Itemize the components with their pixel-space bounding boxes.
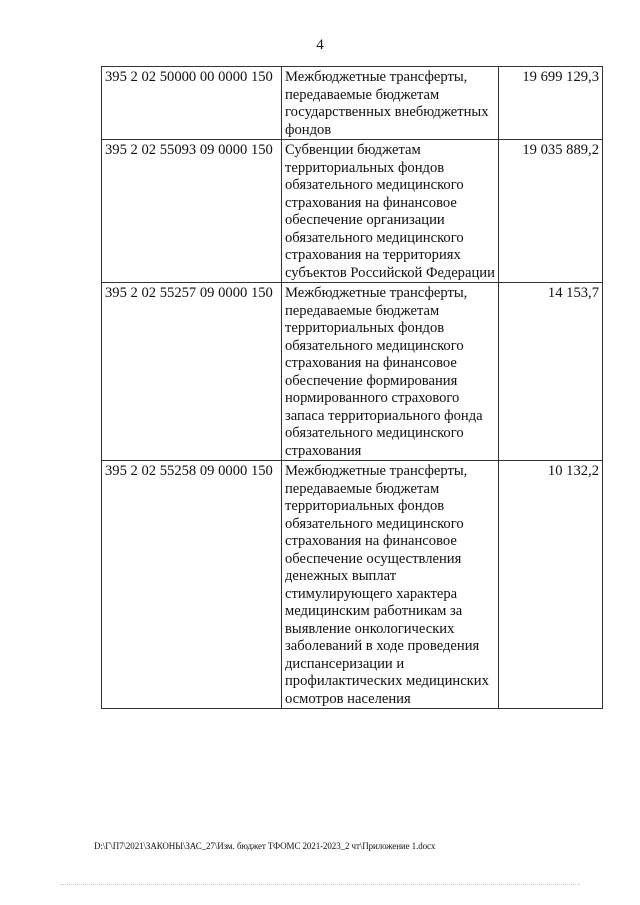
revenue-name-line: обязательного медицинского	[285, 515, 464, 532]
budget-code-cell: 395 2 02 55093 09 0000 150	[102, 140, 282, 283]
table-row	[102, 461, 603, 709]
revenue-name-line: территориальных фондов	[285, 498, 445, 514]
revenue-name-cell	[282, 140, 499, 283]
revenue-name-line: страхования на территориях	[285, 247, 461, 263]
revenue-name-line: осмотров населения	[285, 690, 411, 707]
page-number: 4	[316, 37, 324, 53]
revenue-name-line: передаваемые бюджетам	[285, 480, 440, 497]
revenue-name-line: обеспечение формирования	[285, 372, 458, 389]
revenue-name-line: Межбюджетные трансферты,	[285, 285, 468, 301]
revenue-name-line: обязательного медицинского	[285, 229, 464, 246]
revenue-name-line: нормированного страхового	[285, 390, 460, 406]
file-path-footer: D:\Г\П7\2021\ЗАКОНЫ\ЗАС_27\Изм. бюджет ТФОМС 2021-2023_2 чт\Приложение 1.docx	[94, 841, 436, 851]
revenue-name-line: Межбюджетные трансферты,	[285, 69, 468, 85]
budget-code-cell: 395 2 02 55257 09 0000 150	[102, 283, 282, 461]
revenue-name-line: передаваемые бюджетам	[285, 86, 440, 103]
revenue-name-line: обеспечение осуществления	[285, 550, 462, 567]
revenue-name-line: профилактических медицинских	[285, 673, 489, 689]
budget-table-body	[102, 67, 603, 709]
revenue-name-line: обязательного медицинского	[285, 425, 464, 441]
revenue-name-line: субъектов Российской Федерации	[285, 264, 495, 281]
revenue-name-line: стимулирующего характера	[285, 585, 458, 602]
revenue-name-line: страхования на финансовое	[285, 533, 457, 549]
revenue-name-line: диспансеризации и	[285, 655, 405, 672]
budget-code-cell: 395 2 02 55258 09 0000 150	[102, 461, 282, 709]
amount-cell: 10 132,2	[499, 461, 603, 709]
table-row	[102, 67, 603, 140]
revenue-name-line: обеспечение организации	[285, 212, 445, 228]
revenue-name-line: передаваемые бюджетам	[285, 302, 440, 319]
table-row	[102, 140, 603, 283]
amount-cell: 19 699 129,3	[499, 67, 603, 140]
revenue-name-line: территориальных фондов	[285, 320, 445, 336]
revenue-name-cell	[282, 283, 499, 461]
revenue-name-cell	[282, 67, 499, 140]
scan-noise-line	[60, 884, 580, 886]
revenue-name-line: страхования на финансовое	[285, 194, 457, 211]
amount-cell: 19 035 889,2	[499, 140, 603, 283]
revenue-name-line: обязательного медицинского	[285, 177, 464, 193]
budget-table	[101, 66, 603, 709]
revenue-name-line: страхования на финансовое	[285, 355, 457, 371]
revenue-name-cell	[282, 461, 499, 709]
revenue-name-line: Межбюджетные трансферты,	[285, 463, 468, 479]
revenue-name-line: заболеваний в ходе проведения	[285, 638, 480, 654]
revenue-name-line: выявление онкологических	[285, 620, 455, 637]
revenue-name-line: запаса территориального фонда	[285, 407, 483, 424]
revenue-name-line: территориальных фондов	[285, 159, 445, 176]
table-row	[102, 283, 603, 461]
revenue-name-line: государственных внебюджетных	[285, 104, 489, 120]
revenue-name-line: денежных выплат	[285, 568, 397, 584]
revenue-name-line: обязательного медицинского	[285, 337, 464, 354]
revenue-name-line: медицинским работникам за	[285, 603, 463, 619]
budget-code-cell: 395 2 02 50000 00 0000 150	[102, 67, 282, 140]
revenue-name-line: Субвенции бюджетам	[285, 142, 421, 158]
revenue-name-line: фондов	[285, 121, 332, 138]
revenue-name-line: страхования	[285, 442, 362, 459]
amount-cell: 14 153,7	[499, 283, 603, 461]
